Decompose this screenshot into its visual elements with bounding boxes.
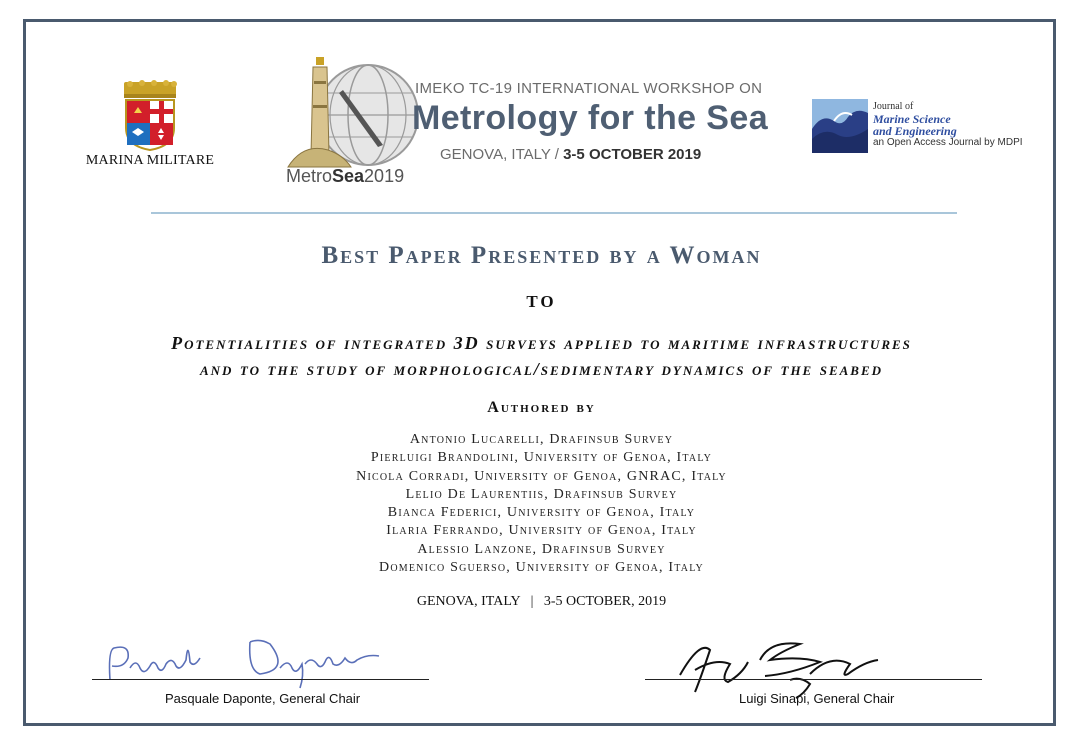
metrosea-brand: MetroSea2019	[286, 166, 405, 186]
author-item: Antonio Lucarelli, Drafinsub Survey	[409, 432, 674, 447]
conference-subtitle: IMEKO TC-19 INTERNATIONAL WORKSHOP ON	[415, 80, 763, 97]
conference-place-date: GENOVA, ITALY / 3-5 OCTOBER 2019	[440, 146, 702, 163]
journal-line4: an Open Access Journal by MDPI	[873, 137, 1023, 148]
paper-title	[40, 330, 1043, 382]
wave-logo-icon	[812, 99, 868, 153]
paper-title-line2: and to the study of morphological/sedimentary dynamics of the seabed	[199, 359, 884, 379]
journal-line2: Marine Science	[873, 112, 951, 126]
header-divider	[151, 212, 957, 214]
to-label: TO	[526, 292, 557, 311]
chair-right-caption: Luigi Sinapi, General Chair	[739, 691, 895, 706]
journal-line1: Journal of	[873, 101, 914, 112]
place-date: GENOVA, ITALY | 3-5 OCTOBER, 2019	[416, 594, 667, 609]
marina-militare-logo	[70, 80, 230, 170]
signature-right-line	[645, 679, 982, 680]
author-list	[0, 431, 1083, 577]
authored-by-label: Authored by	[487, 399, 596, 416]
signature-left-image	[100, 630, 400, 695]
author-item: Alessio Lanzone, Drafinsub Survey	[417, 541, 666, 557]
author-item: Bianca Federici, University of Genoa, Italy	[387, 505, 696, 521]
author-item: Ilaria Ferrando, University of Genoa, Italy	[386, 523, 697, 539]
author-item: Lelio De Laurentiis, Drafinsub Survey	[405, 486, 678, 502]
marina-militare-label: MARINA MILITARE	[85, 153, 215, 168]
chair-left-caption: Pasquale Daponte, General Chair	[165, 691, 361, 706]
signature-right-image	[670, 630, 900, 700]
signature-left-line	[92, 679, 429, 680]
conference-title: Metrology for the Sea	[412, 99, 769, 137]
journal-line3: and Engineering	[873, 124, 957, 138]
journal-logo-text	[873, 101, 1023, 149]
author-item: Pierluigi Brandolini, University of Genoa, Italy	[370, 450, 713, 466]
paper-title-line1: Potentialities of integrated 3D surveys applied to maritime infrastructures	[171, 333, 912, 353]
author-item: Domenico Sguerso, University of Genoa, Italy	[379, 560, 704, 576]
naval-crest-icon	[118, 80, 182, 152]
author-item: Nicola Corradi, University of Genoa, GNRAC, Italy	[356, 468, 727, 484]
lighthouse-globe-icon	[283, 55, 418, 170]
award-title: Best Paper Presented by a Woman	[321, 242, 762, 269]
